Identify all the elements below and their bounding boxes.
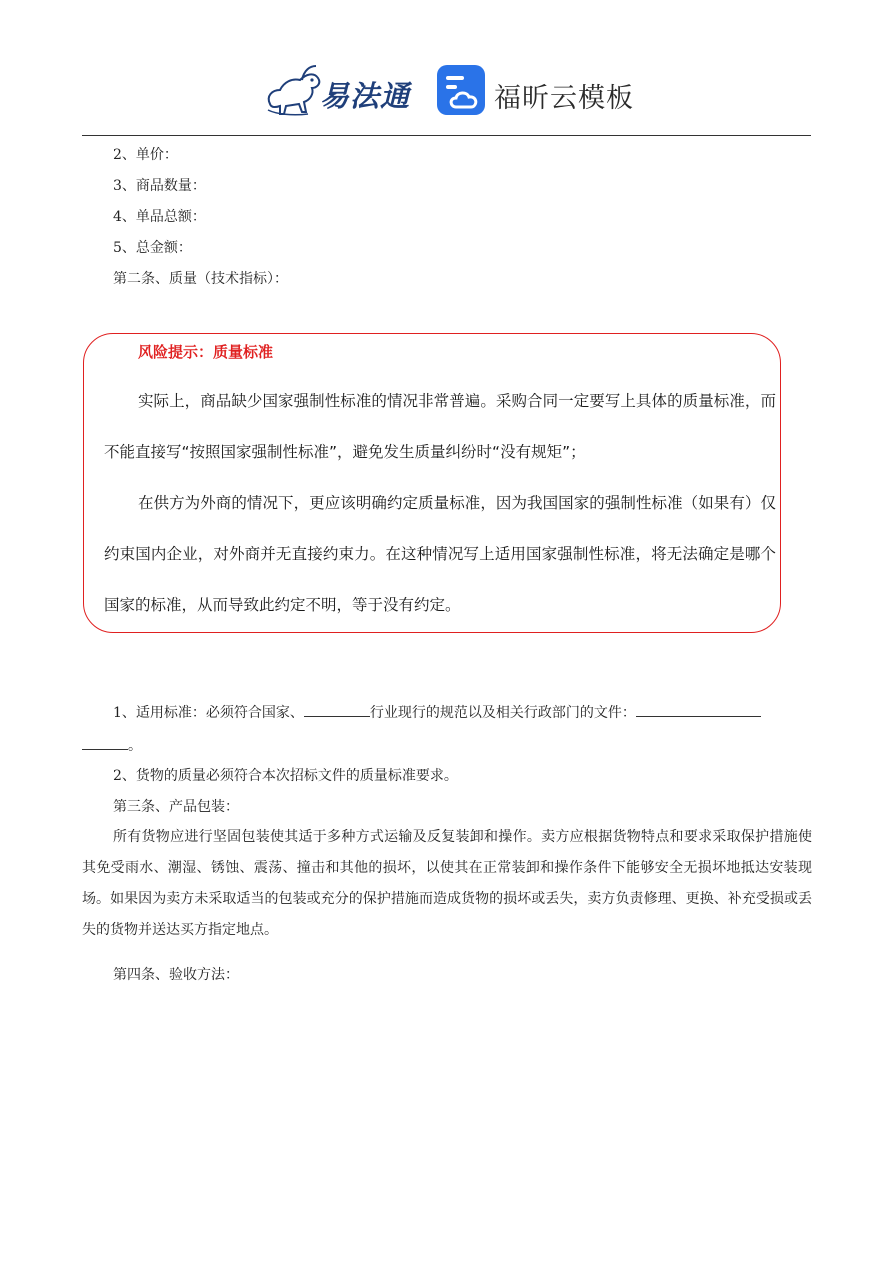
standards-text-3: 。 bbox=[128, 738, 142, 754]
standards-line bbox=[113, 702, 761, 723]
industry-blank[interactable] bbox=[304, 702, 370, 717]
yifatong-logo bbox=[262, 60, 414, 118]
article3-heading: 第三条、产品包装： bbox=[113, 799, 239, 815]
article4-heading: 第四条、验收方法： bbox=[113, 967, 239, 983]
unit-price-line: 2、单价： bbox=[113, 147, 178, 163]
header-divider bbox=[82, 135, 811, 136]
documents-blank-1[interactable] bbox=[636, 702, 761, 717]
article2-heading: 第二条、质量（技术指标）： bbox=[113, 271, 288, 287]
documents-blank-2[interactable] bbox=[82, 735, 128, 750]
risk-paragraph-1: 实际上，商品缺少国家强制性标准的情况非常普遍。采购合同一定要写上具体的质量标准，而不能直接写“按照国家强制性标准”，避免发生质量纠纷时“没有规矩”； bbox=[104, 392, 776, 461]
item-total-line: 4、单品总额： bbox=[113, 209, 206, 225]
grand-total-line: 5、总金额： bbox=[113, 240, 192, 256]
qilin-icon bbox=[262, 60, 324, 118]
packaging-paragraph: 所有货物应进行坚固包装使其适于多种方式运输及反复装卸和操作。卖方应根据货物特点和要求采取保护措施使其免受雨水、潮湿、锈蚀、震荡、撞击和其他的损坏，以使其在正常装卸和操作条件下能够安全无损坏地抵达安装现场。如果因为卖方未采取适当的包装或充分的保护措施而造成货物的损坏或丢失，卖方负责修理、更换、补充受损或丢失的货物并送达买方指定地点。 bbox=[82, 829, 812, 938]
standards-text-2: 行业现行的规范以及相关行政部门的文件： bbox=[369, 705, 636, 721]
page-header bbox=[0, 58, 893, 122]
yifatong-text: 易法通 bbox=[320, 79, 411, 113]
risk-notice-title: 风险提示：质量标准 bbox=[138, 343, 274, 361]
standards-continuation bbox=[82, 735, 142, 756]
fuxin-text: 福昕云模板 bbox=[494, 83, 634, 114]
quantity-line: 3、商品数量： bbox=[113, 178, 206, 194]
risk-paragraph-2: 在供方为外商的情况下，更应该明确约定质量标准，因为我国国家的强制性标准（如果有）仅约束国内企业，对外商并无直接约束力。在这种情况写上适用国家强制性标准，将无法确定是哪个国家的标准，从而导致此约定不明，等于没有约定。 bbox=[104, 494, 776, 614]
standards-text-1: 1、适用标准：必须符合国家、 bbox=[113, 705, 304, 721]
cloud-document-icon bbox=[436, 64, 486, 116]
quality-requirement-line: 2、货物的质量必须符合本次招标文件的质量标准要求。 bbox=[113, 768, 458, 784]
